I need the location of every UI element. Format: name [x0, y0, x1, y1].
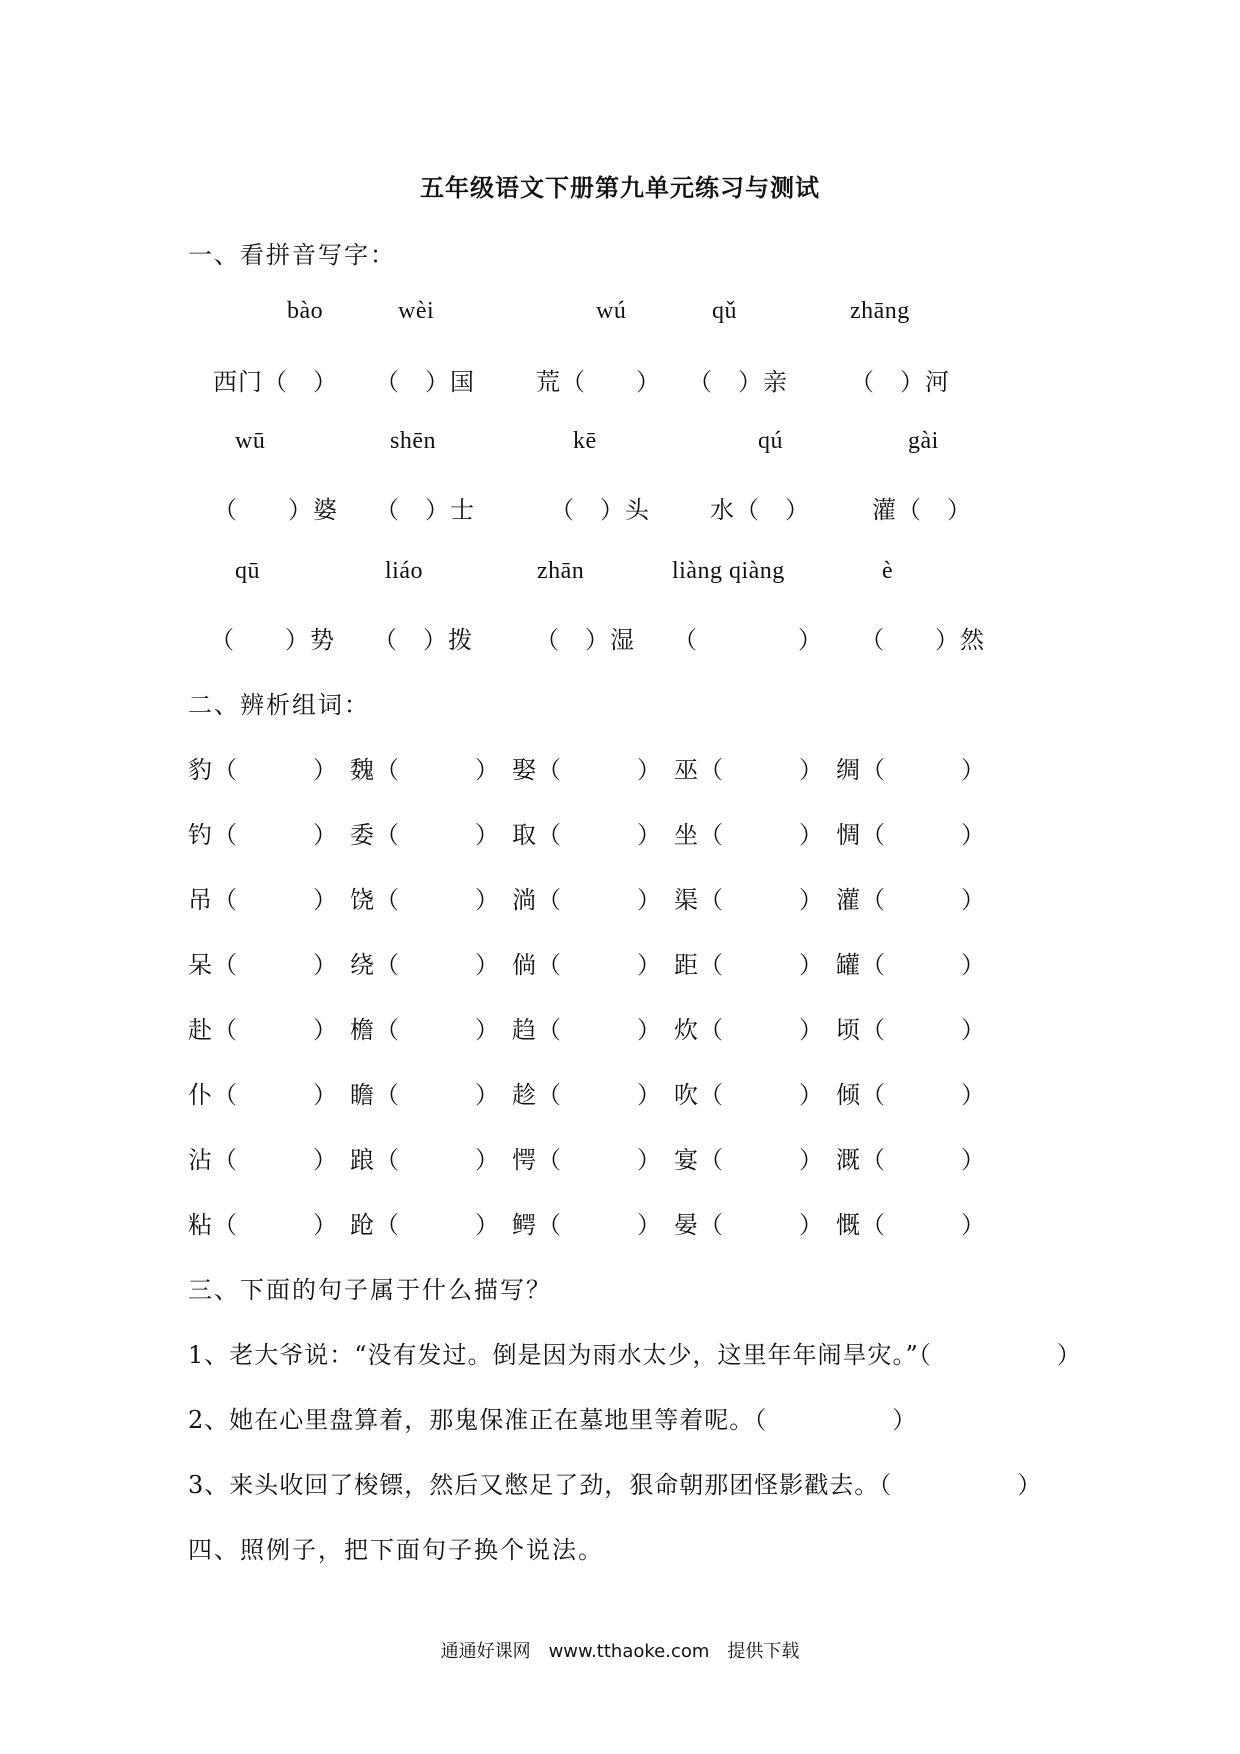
pinyin: qú [758, 428, 783, 454]
fill-item[interactable]: 灌（ ） [872, 496, 972, 524]
pinyin: bào [287, 298, 324, 324]
pinyin: shēn [390, 428, 436, 454]
pinyin: gài [908, 428, 939, 454]
pinyin: kē [573, 428, 597, 454]
word-item[interactable]: 踉（ ） [350, 1146, 500, 1174]
word-row [0, 880, 1240, 920]
footer-source: 通通好课网 www.tthaoke.com 提供下载 [440, 1641, 800, 1662]
word-row [0, 945, 1240, 985]
word-item[interactable]: 趁（ ） [512, 1081, 662, 1109]
word-item[interactable]: 取（ ） [512, 821, 662, 849]
page-title: 五年级语文下册第九单元练习与测试 [420, 173, 820, 202]
fill-item[interactable]: （ ）亲 [688, 368, 788, 396]
fill-row-1 [0, 362, 1240, 402]
word-item[interactable]: 饶（ ） [350, 886, 500, 914]
fill-item[interactable]: 水（ ） [710, 496, 810, 524]
word-row [0, 1010, 1240, 1050]
word-item[interactable]: 惆（ ） [836, 821, 986, 849]
fill-item[interactable]: （ ）国 [375, 368, 475, 396]
word-item[interactable]: 趋（ ） [512, 1016, 662, 1044]
pinyin: zhān [537, 558, 585, 584]
fill-item[interactable]: （ ）头 [550, 496, 650, 524]
pinyin: wū [235, 428, 266, 454]
word-item[interactable]: 顷（ ） [836, 1016, 986, 1044]
word-item[interactable]: 灌（ ） [836, 886, 986, 914]
word-item[interactable]: 跄（ ） [350, 1211, 500, 1239]
pinyin: wèi [398, 298, 435, 324]
word-row [0, 1205, 1240, 1245]
word-item[interactable]: 钓（ ） [188, 821, 338, 849]
section1-heading: 一、看拼音写字： [188, 241, 396, 269]
word-item[interactable]: 檐（ ） [350, 1016, 500, 1044]
pinyin: wú [596, 298, 627, 324]
word-item[interactable]: 距（ ） [674, 951, 824, 979]
pinyin: liàng qiàng [672, 558, 785, 584]
word-item[interactable]: 赴（ ） [188, 1016, 338, 1044]
section3-heading: 三、下面的句子属于什么描写？ [188, 1276, 552, 1304]
section2-heading: 二、辨析组词： [188, 691, 370, 719]
word-item[interactable]: 倾（ ） [836, 1081, 986, 1109]
question-item[interactable]: 3、来头收回了梭镖，然后又憋足了劲，狠命朝那团怪影戳去。（ ） [188, 1471, 1043, 1499]
fill-item[interactable]: 荒（ ） [536, 368, 661, 396]
word-item[interactable]: 慨（ ） [836, 1211, 986, 1239]
fill-row-3 [0, 620, 1240, 660]
fill-item[interactable]: （ ） [673, 626, 823, 654]
question-item[interactable]: 1、老大爷说：“没有发过。倒是因为雨水太少，这里年年闹旱灾。”（ ） [188, 1341, 1082, 1369]
word-item[interactable]: 瞻（ ） [350, 1081, 500, 1109]
word-row [0, 1140, 1240, 1180]
word-item[interactable]: 仆（ ） [188, 1081, 338, 1109]
word-item[interactable]: 绸（ ） [836, 756, 986, 784]
word-item[interactable]: 呆（ ） [188, 951, 338, 979]
word-item[interactable]: 渠（ ） [674, 886, 824, 914]
pinyin-row-3 [0, 558, 1240, 598]
word-item[interactable]: 巫（ ） [674, 756, 824, 784]
fill-item[interactable]: （ ）湿 [535, 626, 635, 654]
word-item[interactable]: 宴（ ） [674, 1146, 824, 1174]
word-item[interactable]: 吊（ ） [188, 886, 338, 914]
section4-heading: 四、照例子，把下面句子换个说法。 [188, 1536, 604, 1564]
word-item[interactable]: 魏（ ） [350, 756, 500, 784]
word-item[interactable]: 鳄（ ） [512, 1211, 662, 1239]
fill-item[interactable]: （ ）势 [210, 626, 335, 654]
word-item[interactable]: 粘（ ） [188, 1211, 338, 1239]
fill-row-2 [0, 490, 1240, 530]
word-item[interactable]: 罐（ ） [836, 951, 986, 979]
fill-item[interactable]: （ ）河 [850, 368, 950, 396]
word-item[interactable]: 炊（ ） [674, 1016, 824, 1044]
word-item[interactable]: 愕（ ） [512, 1146, 662, 1174]
pinyin: zhāng [850, 298, 910, 324]
fill-item[interactable]: （ ）然 [860, 626, 985, 654]
pinyin-row-1 [0, 298, 1240, 338]
question-item[interactable]: 2、她在心里盘算着，那鬼保准正在墓地里等着呢。（ ） [188, 1406, 918, 1434]
fill-item[interactable]: （ ）拨 [373, 626, 473, 654]
word-item[interactable]: 倘（ ） [512, 951, 662, 979]
word-item[interactable]: 娶（ ） [512, 756, 662, 784]
word-item[interactable]: 委（ ） [350, 821, 500, 849]
word-item[interactable]: 吹（ ） [674, 1081, 824, 1109]
word-item[interactable]: 淌（ ） [512, 886, 662, 914]
word-row [0, 815, 1240, 855]
word-item[interactable]: 晏（ ） [674, 1211, 824, 1239]
word-item[interactable]: 溉（ ） [836, 1146, 986, 1174]
pinyin: qǔ [712, 298, 737, 324]
fill-item[interactable]: （ ）婆 [213, 496, 338, 524]
pinyin-row-2 [0, 428, 1240, 468]
word-item[interactable]: 绕（ ） [350, 951, 500, 979]
fill-item[interactable]: （ ）士 [375, 496, 475, 524]
word-item[interactable]: 坐（ ） [674, 821, 824, 849]
pinyin: liáo [385, 558, 423, 584]
fill-item[interactable]: 西门（ ） [213, 368, 338, 396]
pinyin: qū [235, 558, 260, 584]
word-row [0, 750, 1240, 790]
word-item[interactable]: 豹（ ） [188, 756, 338, 784]
word-row [0, 1075, 1240, 1115]
word-item[interactable]: 沾（ ） [188, 1146, 338, 1174]
pinyin: è [882, 558, 894, 584]
